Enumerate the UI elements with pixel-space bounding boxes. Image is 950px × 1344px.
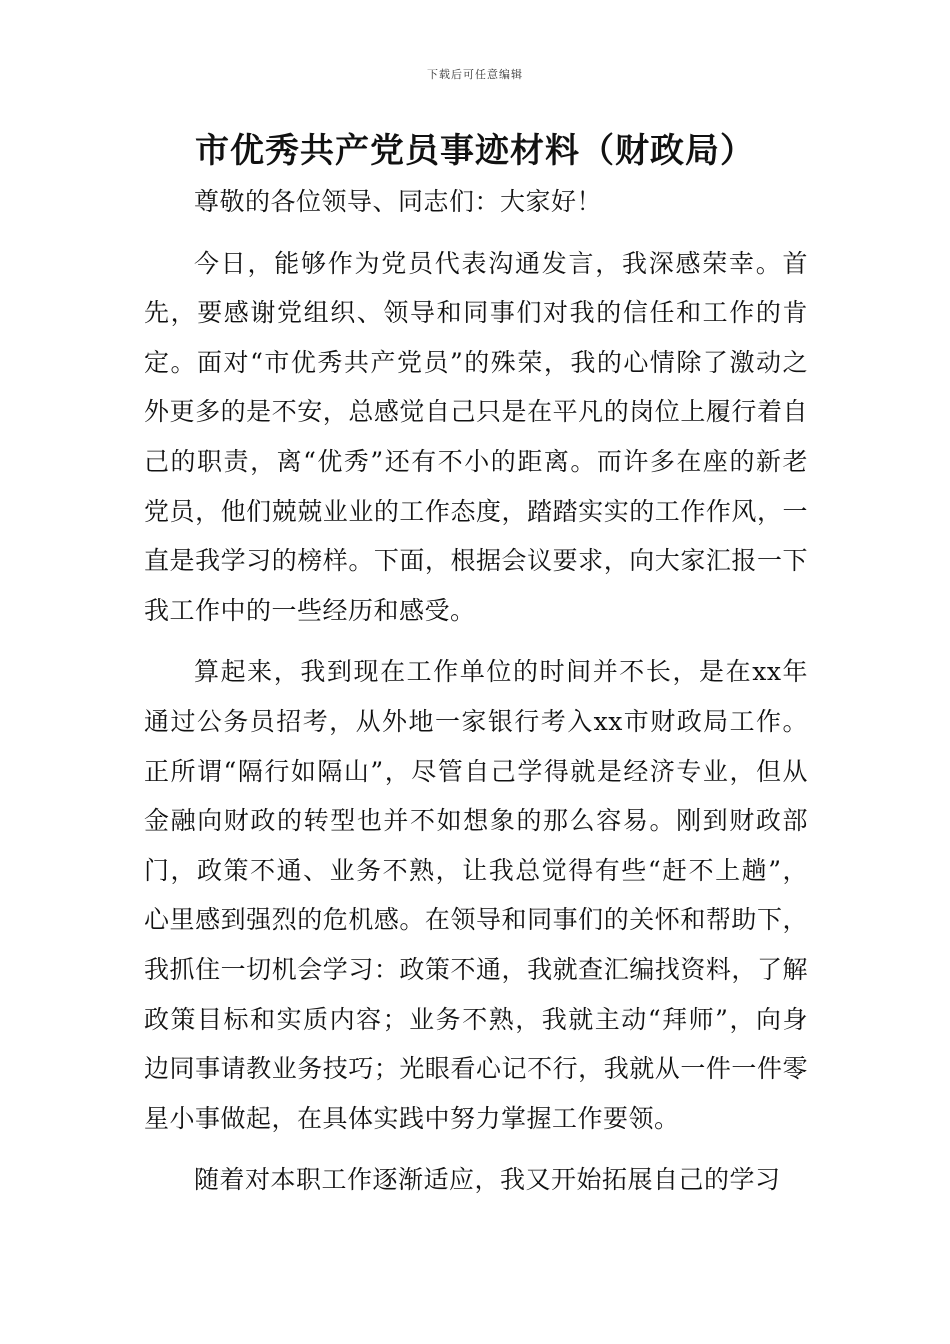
document-title: 市优秀共产党员事迹材料（财政局） [195,131,755,171]
body-paragraph-2: 算起来，我到现在工作单位的时间并不长，是在xx年通过公务员招考，从外地一家银行考入xx市财政局工作。正所谓“隔行如隔山”，尽管自己学得就是经济专业，但从金融向财政的转型也并不如想象的那么容易。刚到财政部门，政策不通、业务不熟，让我总觉得有些“赶不上趟”，心里感到强烈的危机感。在领导和同事们的关怀和帮助下，我抓住一切机会学习：政策不通，我就查汇编找资料，了解政策目标和实质内容；业务不熟，我就主动“拜师”，向身边同事请教业务技巧；光眼看心记不行，我就从一件一件零星小事做起，在具体实践中努力掌握工作要领。 [144,657,808,1133]
page-header-note: 下载后可任意编辑 [427,68,523,81]
document-body [144,177,808,1205]
body-paragraph-3: 随着对本职工作逐渐适应，我又开始拓展自己的学习 [194,1165,781,1195]
body-paragraph-1: 今日，能够作为党员代表沟通发言，我深感荣幸。首先，要感谢党组织、领导和同事们对我的信任和工作的肯定。面对“市优秀共产党员”的殊荣，我的心情除了激动之外更多的是不安，总感觉自己只是在平凡的岗位上履行着自己的职责，离“优秀”还有不小的距离。而许多在座的新老党员，他们兢兢业业的工作态度，踏踏实实的工作作风，一直是我学习的榜样。下面，根据会议要求，向大家汇报一下我工作中的一些经历和感受。 [144,248,808,625]
greeting-paragraph: 尊敬的各位领导、同志们：大家好！ [194,187,603,216]
